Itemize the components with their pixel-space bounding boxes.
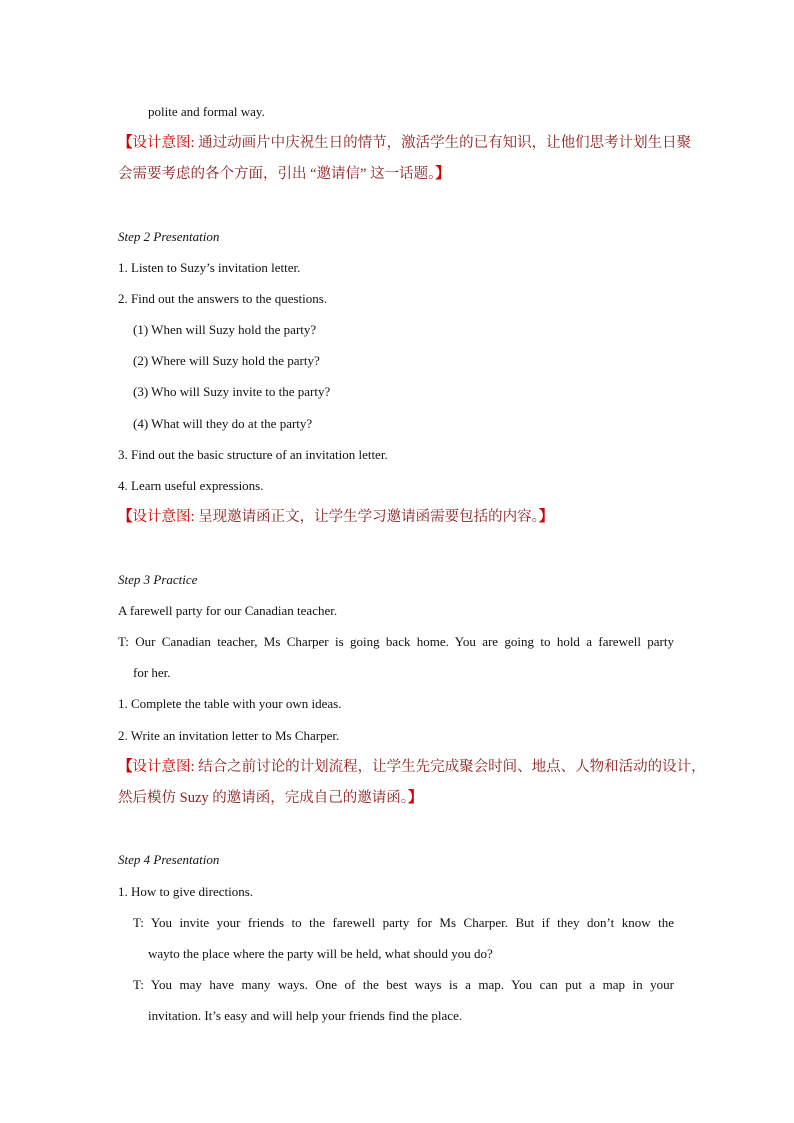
list-item: 1. Complete the table with your own ideas. xyxy=(118,696,342,711)
teacher-line: T: You invite your friends to the farewell party for Ms Charper. But if they don’t know the xyxy=(133,915,674,930)
note-open-bracket: 【 xyxy=(118,509,133,525)
step4-heading: Step 4 Presentation xyxy=(118,852,220,867)
note-body-line: 呈现邀请函正文，让学生学习邀请函需要包括的内容。 xyxy=(194,509,539,525)
teacher-line: T: Our Canadian teacher, Ms Charper is going back home. You are going to hold a farewell party xyxy=(118,634,674,649)
design-note-1-line2 xyxy=(118,164,450,184)
step3-intro: A farewell party for our Canadian teacher. xyxy=(118,603,338,618)
teacher-line: T: You may have many ways. One of the best ways is a map. You can put a map in your xyxy=(133,977,674,992)
note-close-bracket: 】 xyxy=(435,166,450,182)
note-label: 设计意图: xyxy=(132,135,195,151)
teacher-line-cont: wayto the place where the party will be held, what should you do? xyxy=(148,946,493,961)
list-item: 2. Find out the answers to the questions. xyxy=(118,291,328,306)
note-close-bracket: 】 xyxy=(538,509,554,525)
question-item: (1) When will Suzy hold the party? xyxy=(133,322,317,337)
note-body-line: 然后模仿 Suzy 的邀请函，完成自己的邀请函。 xyxy=(118,790,408,806)
teacher-line-cont: invitation. It’s easy and will help your friends find the place. xyxy=(148,1008,463,1023)
note-open-bracket: 【 xyxy=(118,759,133,775)
design-note-3-line2 xyxy=(118,788,423,808)
note-body-line: 结合之前讨论的计划流程，让学生先完成聚会时间、地点、人物和活动的设计， xyxy=(194,759,706,775)
design-note-2 xyxy=(118,507,553,527)
note-label: 设计意图: xyxy=(132,759,195,775)
list-item: 1. Listen to Suzy’s invitation letter. xyxy=(118,260,301,275)
note-label: 设计意图: xyxy=(132,509,195,525)
intro-continuation: polite and formal way. xyxy=(148,104,265,119)
note-body-line: 通过动画片中庆祝生日的情节，激活学生的已有知识，让他们思考计划生日聚 xyxy=(194,135,692,151)
step3-heading: Step 3 Practice xyxy=(118,572,198,587)
list-item: 3. Find out the basic structure of an invitation letter. xyxy=(118,447,388,462)
note-body-line: 会需要考虑的各个方面，引出 “邀请信” 这一话题。 xyxy=(118,166,436,182)
note-close-bracket: 】 xyxy=(408,790,423,806)
note-open-bracket: 【 xyxy=(118,135,133,151)
design-note-1 xyxy=(118,133,692,153)
list-item: 1. How to give directions. xyxy=(118,884,254,899)
step2-heading: Step 2 Presentation xyxy=(118,229,220,244)
list-item: 4. Learn useful expressions. xyxy=(118,478,264,493)
design-note-3 xyxy=(118,757,706,777)
question-item: (4) What will they do at the party? xyxy=(133,416,313,431)
list-item: 2. Write an invitation letter to Ms Charper. xyxy=(118,728,340,743)
teacher-line-cont: for her. xyxy=(133,665,171,680)
question-item: (3) Who will Suzy invite to the party? xyxy=(133,384,331,399)
question-item: (2) Where will Suzy hold the party? xyxy=(133,353,320,368)
